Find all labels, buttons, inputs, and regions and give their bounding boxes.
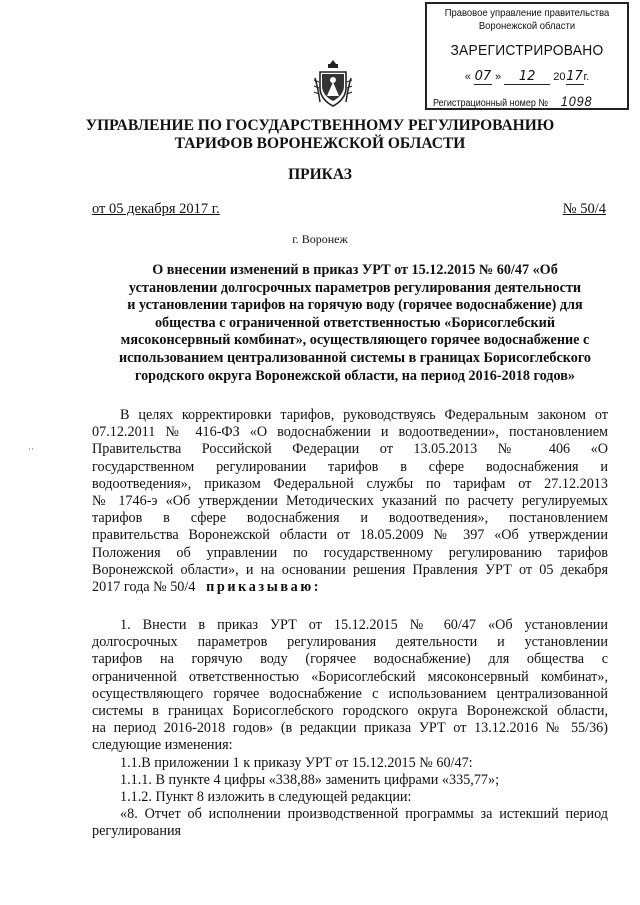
- order-number: № 50/4: [562, 201, 606, 217]
- sub-item: 1.1.1. В пункте 4 цифры «338,88» заменить цифрами «335,77»;: [120, 771, 500, 788]
- coat-of-arms-icon: [313, 58, 353, 108]
- preamble-line: Воронежской области», и на основании решения Правления УРТ от 05 декабря: [92, 561, 608, 578]
- stamp-org-line1: Правовое управление правительства: [444, 7, 610, 19]
- stamp-org-line2: Воронежской области: [478, 20, 576, 32]
- subject-line: О внесении изменений в приказ УРТ от 15.12.2015 № 60/47 «Об: [152, 262, 558, 278]
- order-body: [92, 407, 608, 841]
- preamble-line: правительства Воронежской области от 18.05.2009 № 397 «Об утверждении: [92, 527, 608, 544]
- item1-last-line: следующие изменения:: [92, 737, 233, 754]
- preamble-line: тарифов в сфере водоснабжения и водоотведения», постановлением: [92, 510, 608, 527]
- stamp-quote-open: «: [464, 71, 471, 83]
- item1-line: ограниченной ответственностью «Борисоглебский мясоконсервный комбинат»,: [92, 668, 608, 685]
- subject-line: городского округа Воронежской области, на период 2016-2018 годов»: [135, 367, 575, 384]
- item1-line: системы в границах Борисоглебского городского округа Воронежской области,: [92, 703, 608, 719]
- agency-line1: УПРАВЛЕНИЕ ПО ГОСУДАРСТВЕННОМУ РЕГУЛИРОВАНИЮ: [85, 117, 555, 134]
- stamp-registered: ЗАРЕГИСТРИРОВАНО: [450, 42, 604, 59]
- stamp-reg-label: Регистрационный номер №: [433, 98, 549, 109]
- subject-line: использованием централизованной системы в границах Борисоглебского: [118, 349, 592, 366]
- stamp-reg-value: 1098: [551, 93, 603, 110]
- item1-line: долгосрочных параметров регулирования деятельности и установлении: [92, 634, 608, 651]
- city: г. Воронеж: [292, 232, 348, 246]
- preamble-line: В целях корректировки тарифов, руководствуясь Федеральным законом от: [120, 407, 608, 423]
- item1-line: 1. Внести в приказ УРТ от 15.12.2015 № 60/47 «Об установлении: [120, 617, 608, 634]
- agency-name: [0, 117, 640, 153]
- stamp-date-day: 07: [474, 69, 492, 84]
- quote-last-line: регулирования: [92, 823, 182, 840]
- preamble-line: водоотведения», приказом Федеральной службы по тарифам от 27.12.2013: [92, 475, 608, 492]
- preamble-last-text: 2017 года № 50/4: [92, 578, 196, 595]
- subject-line: и установлении тарифов на горячую воду (горячее водоснабжение) для: [127, 297, 583, 314]
- registration-stamp: [425, 2, 629, 110]
- item1-line: тарифов на горячую воду (горячее водоснабжение) для общества с: [92, 651, 608, 668]
- margin-mark: ··: [28, 444, 34, 454]
- sub-item: 1.1.2. Пункт 8 изложить в следующей редакции:: [120, 788, 412, 805]
- stamp-reg-number: [433, 93, 604, 110]
- stamp-date-month: 12: [504, 69, 550, 85]
- stamp-date-suffix: г.: [583, 71, 590, 83]
- stamp-date: [427, 69, 627, 85]
- stamp-date-year-prefix: 20: [553, 71, 566, 83]
- item1-line: осуществляющего горячее водоснабжение с использованием централизованной: [92, 685, 608, 702]
- subject-line: установлении долгосрочных параметров регулирования деятельности: [128, 279, 582, 296]
- subject-line: мясоконсервный комбинат», осуществляющего горячее водоснабжение с: [120, 332, 590, 349]
- preamble-line: Положения об управлении по государственному регулированию тарифов: [92, 544, 608, 561]
- preamble-line: 07.12.2011 № 416-ФЗ «О водоснабжении и водоотведении», постановлением: [92, 424, 608, 441]
- stamp-date-year: 17: [566, 69, 583, 84]
- quote-line: «8. Отчет об исполнении производственной программы за истекший период: [120, 806, 608, 823]
- preamble-line: Правительства Российской Федерации от 13.05.2013 № 406 «О: [92, 441, 608, 458]
- order-subject: [95, 262, 615, 385]
- order-date: от 05 декабря 2017 г.: [92, 201, 220, 217]
- agency-line2: ТАРИФОВ ВОРОНЕЖСКОЙ ОБЛАСТИ: [174, 135, 466, 152]
- preamble-last-line: [92, 579, 608, 596]
- decree-word: приказываю:: [206, 578, 322, 595]
- item1-line: на период 2016-2018 годов» (в редакции приказа УРТ от 13.12.2016 № 55/36): [92, 720, 608, 737]
- preamble-line: государственном регулировании тарифов в сфере водоснабжения и: [92, 458, 608, 475]
- sub-item: 1.1.В приложении 1 к приказу УРТ от 15.12.2015 № 60/47:: [120, 754, 473, 771]
- subject-line: общества с ограниченной ответственностью «Борисоглебский: [154, 314, 556, 331]
- preamble-line: № 1746-э «Об утверждении Методических указаний по расчету регулируемых: [92, 492, 608, 509]
- stamp-quote-close: »: [495, 71, 502, 83]
- order-title: ПРИКАЗ: [288, 166, 352, 183]
